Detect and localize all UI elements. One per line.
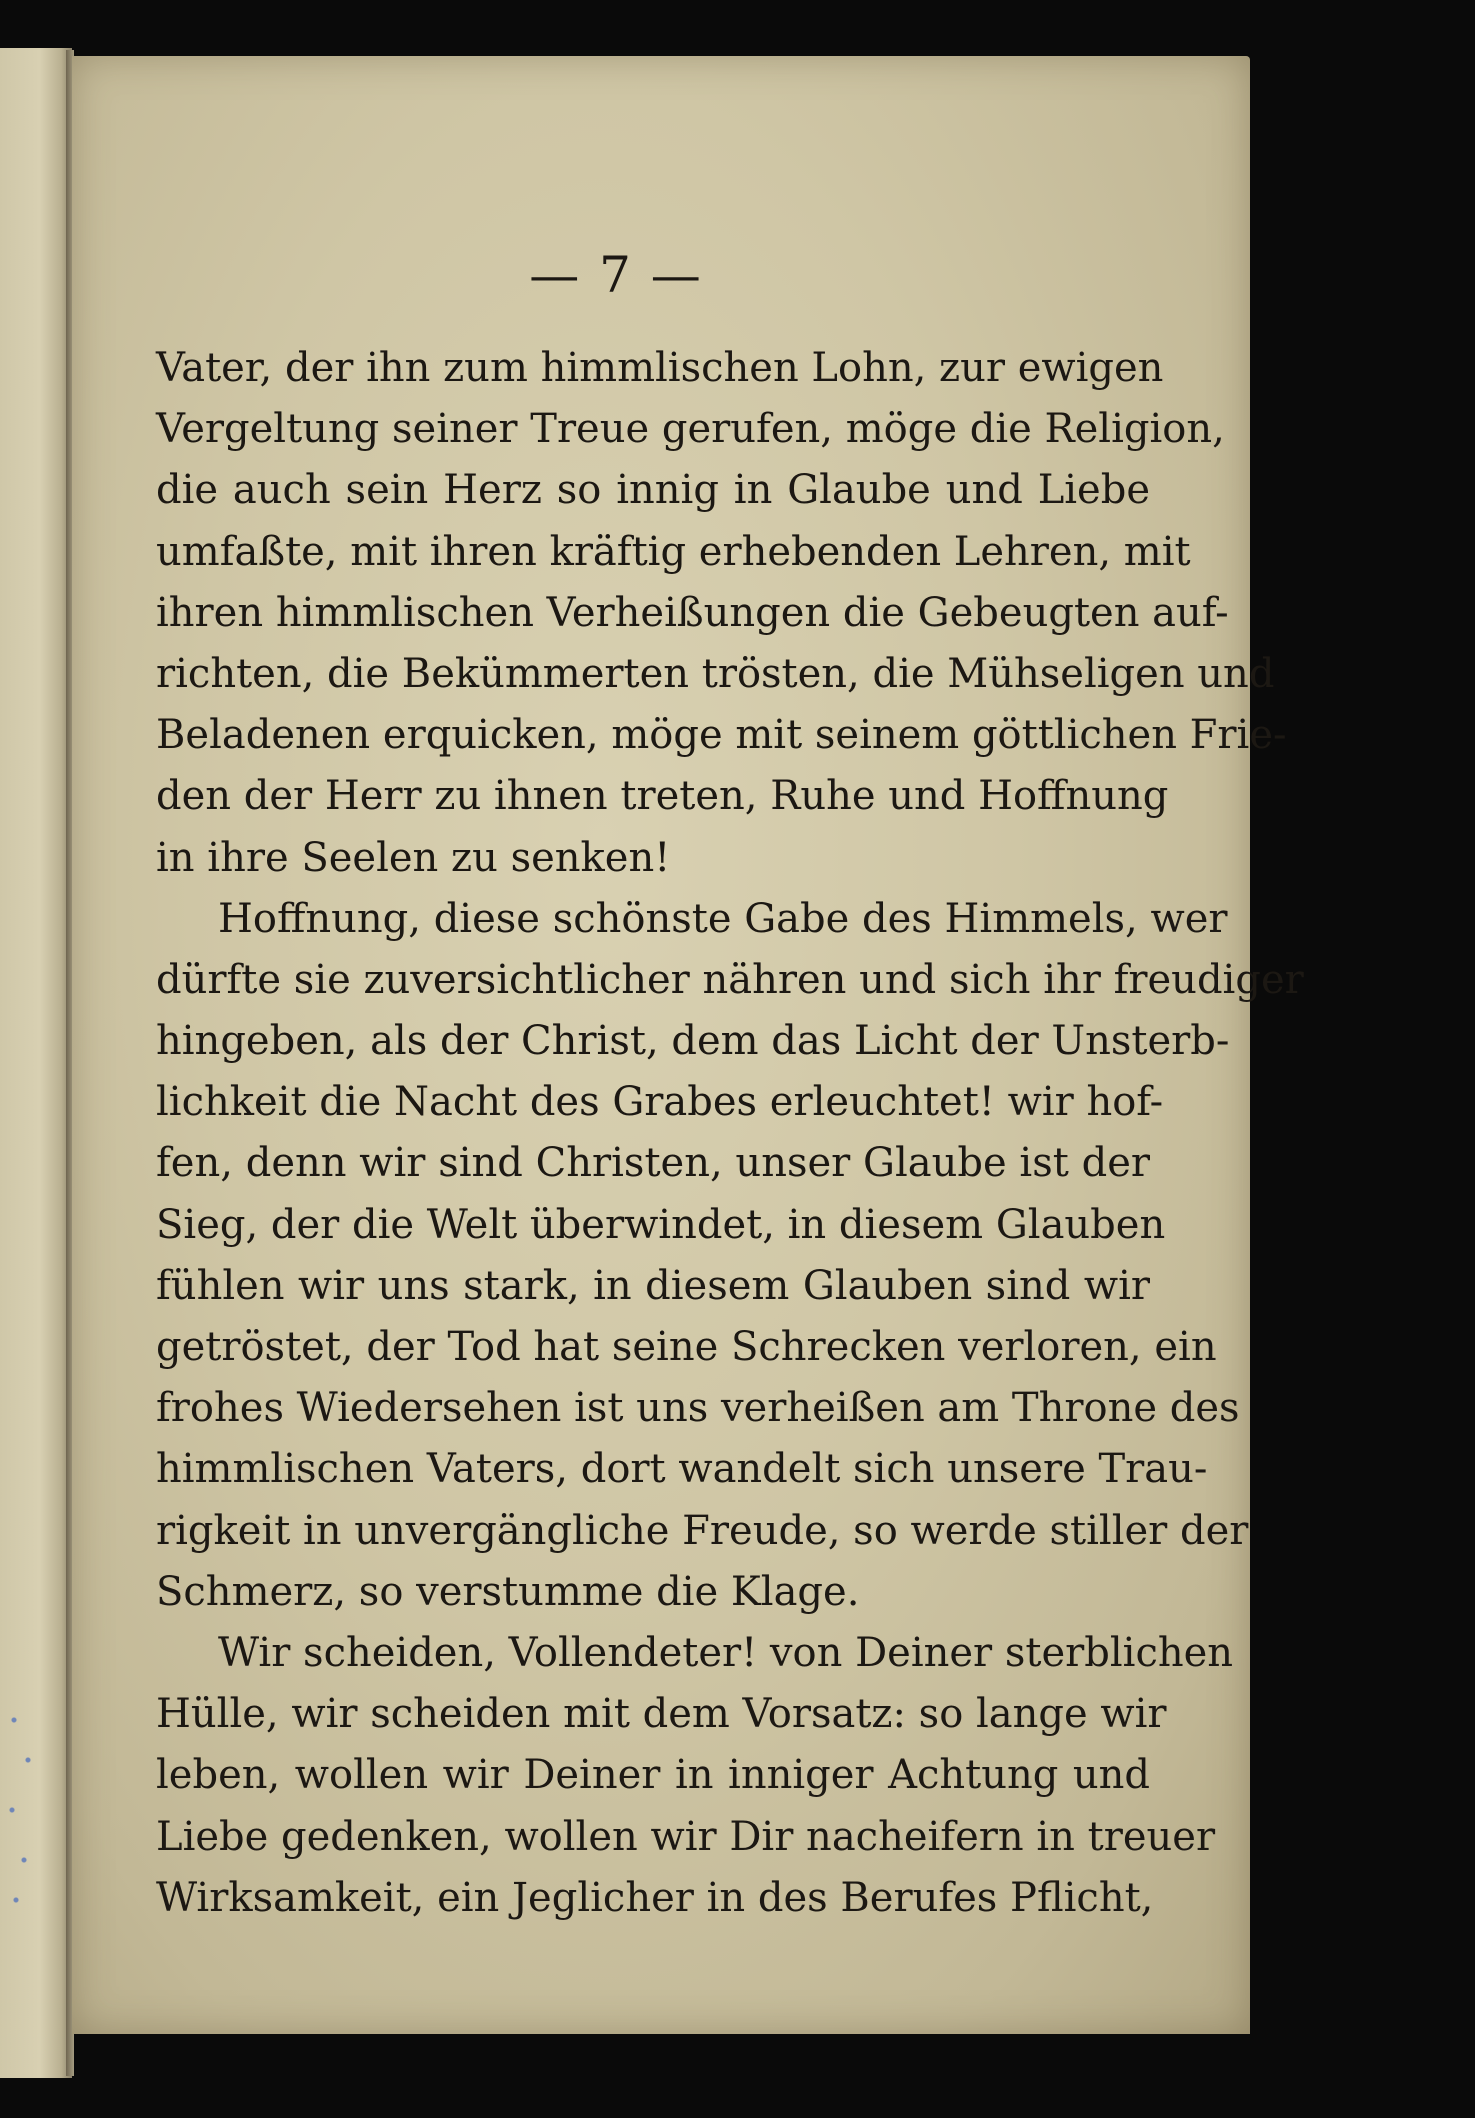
text-line: dürfte sie zuversichtlicher nähren und sich ihr freudiger xyxy=(156,956,1304,1003)
text-line: Wirksamkeit, ein Jeglicher in des Berufes Pflicht, xyxy=(156,1874,1154,1921)
text-line: richten, die Bekümmerten trösten, die Mühseligen und xyxy=(156,650,1275,697)
text-line: fühlen wir uns stark, in diesem Glauben sind wir xyxy=(156,1262,1150,1309)
text-line: Schmerz, so verstumme die Klage. xyxy=(156,1568,860,1615)
text-line: Vergeltung seiner Treue gerufen, möge die Religion, xyxy=(156,406,1225,453)
text-line: leben, wollen wir Deiner in inniger Achtung und xyxy=(156,1752,1150,1799)
book-page xyxy=(72,56,1304,2034)
text-line: ihren himmlischen Verheißungen die Gebeugten auf- xyxy=(156,589,1229,636)
text-line: frohes Wiedersehen ist uns verheißen am Throne des xyxy=(156,1385,1240,1432)
facing-page-stains xyxy=(4,1700,44,1920)
text-line: Beladenen erquicken, möge mit seinem göttlichen Frie- xyxy=(156,712,1287,759)
text-line: lichkeit die Nacht des Grabes erleuchtet! wir hof- xyxy=(156,1079,1164,1126)
text-line: Hoffnung, diese schönste Gabe des Himmels, wer xyxy=(218,895,1228,942)
text-line: Wir scheiden, Vollendeter! von Deiner sterblichen xyxy=(218,1629,1234,1676)
text-line: in ihre Seelen zu senken! xyxy=(156,834,671,881)
text-line: rigkeit in unvergängliche Freude, so werde stiller der xyxy=(156,1507,1249,1554)
text-line: Sieg, der die Welt überwindet, in diesem Glauben xyxy=(156,1201,1166,1248)
text-line: umfaßte, mit ihren kräftig erhebenden Lehren, mit xyxy=(156,528,1191,575)
text-line: fen, denn wir sind Christen, unser Glaube ist der xyxy=(156,1140,1150,1187)
text-line: den der Herr zu ihnen treten, Ruhe und Hoffnung xyxy=(156,773,1169,820)
page-number: — 7 — xyxy=(529,246,703,304)
text-line: Hülle, wir scheiden mit dem Vorsatz: so lange wir xyxy=(156,1691,1167,1738)
text-line: hingeben, als der Christ, dem das Licht der Unsterb- xyxy=(156,1018,1230,1065)
body-text xyxy=(156,338,1304,1929)
text-line: die auch sein Herz so innig in Glaube und Liebe xyxy=(156,467,1150,514)
text-line: himmlischen Vaters, dort wandelt sich unsere Trau- xyxy=(156,1446,1208,1493)
text-line: Liebe gedenken, wollen wir Dir nacheifern in treuer xyxy=(156,1813,1216,1860)
text-line: Vater, der ihn zum himmlischen Lohn, zur ewigen xyxy=(156,345,1164,391)
text-line: getröstet, der Tod hat seine Schrecken verloren, ein xyxy=(156,1324,1217,1370)
